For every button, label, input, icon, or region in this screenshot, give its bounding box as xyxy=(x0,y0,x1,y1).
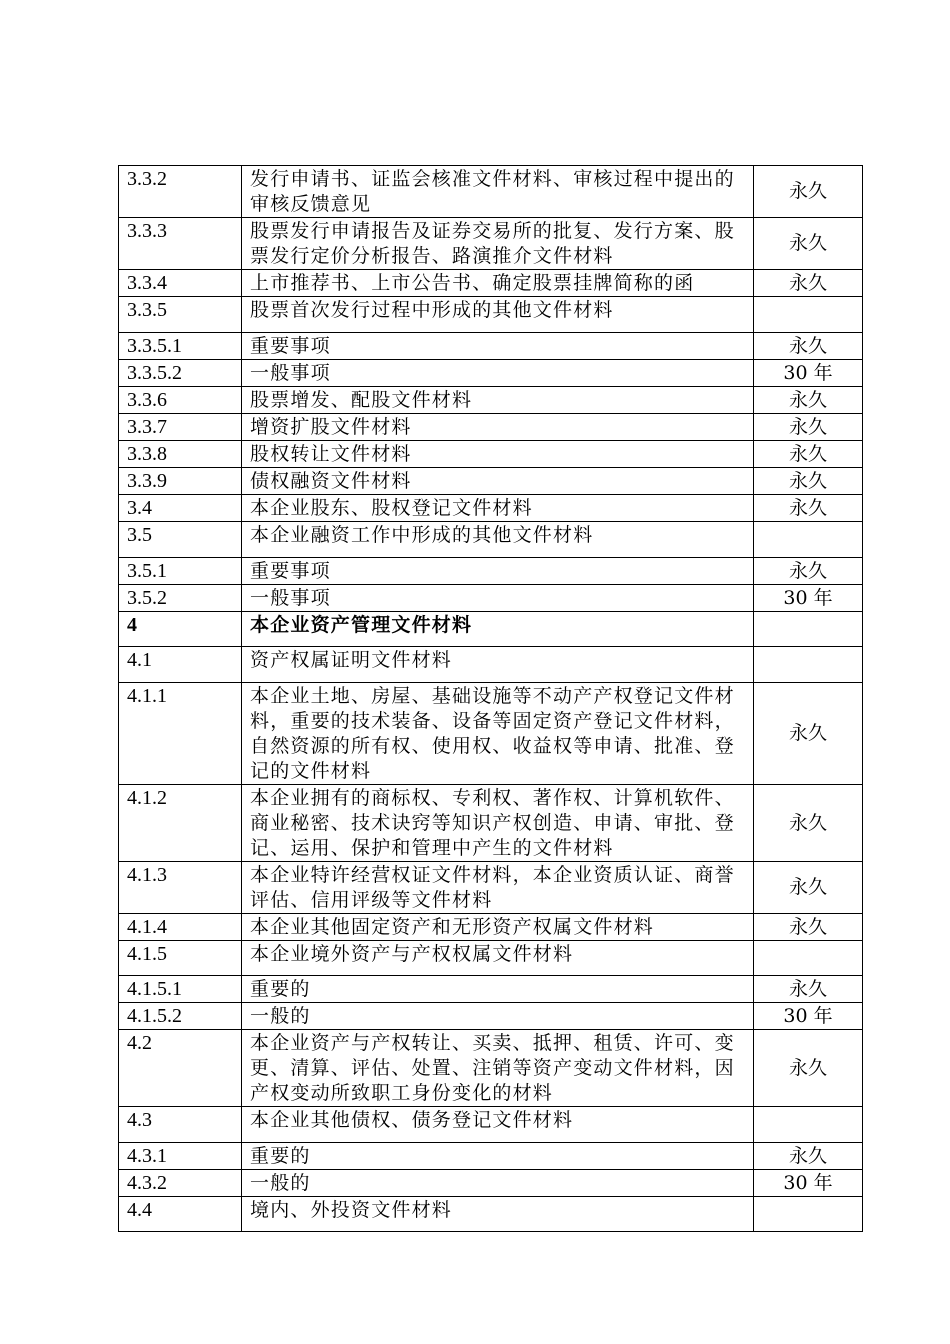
code-cell: 3.3.4 xyxy=(119,270,242,297)
description-cell: 境内、外投资文件材料 xyxy=(242,1197,754,1232)
retention-period-cell xyxy=(754,647,863,683)
retention-period-cell xyxy=(754,297,863,333)
table-row xyxy=(119,647,863,683)
retention-period-cell: 永久 xyxy=(754,218,863,270)
description-cell: 一般的 xyxy=(242,1170,754,1197)
table-row xyxy=(119,683,863,785)
table-row xyxy=(119,166,863,218)
code-cell: 4.1 xyxy=(119,647,242,683)
code-cell: 4.1.2 xyxy=(119,785,242,862)
retention-period-cell: 永久 xyxy=(754,414,863,441)
code-cell: 3.4 xyxy=(119,495,242,522)
retention-period-cell: 永久 xyxy=(754,976,863,1003)
description-cell: 本企业融资工作中形成的其他文件材料 xyxy=(242,522,754,558)
code-cell: 3.3.5 xyxy=(119,297,242,333)
code-cell: 3.5.2 xyxy=(119,585,242,612)
code-cell: 4.1.3 xyxy=(119,862,242,914)
table-row xyxy=(119,862,863,914)
table-row xyxy=(119,270,863,297)
retention-period-cell: 永久 xyxy=(754,785,863,862)
code-cell: 3.3.3 xyxy=(119,218,242,270)
code-cell: 3.3.8 xyxy=(119,441,242,468)
retention-period-cell xyxy=(754,522,863,558)
table-row xyxy=(119,785,863,862)
code-cell: 4.1.1 xyxy=(119,683,242,785)
retention-period-cell xyxy=(754,1197,863,1232)
retention-period-cell: 永久 xyxy=(754,558,863,585)
code-cell: 3.3.7 xyxy=(119,414,242,441)
retention-period-cell xyxy=(754,941,863,976)
description-cell: 本企业特许经营权证文件材料，本企业资质认证、商誉评估、信用评级等文件材料 xyxy=(242,862,754,914)
table-row xyxy=(119,495,863,522)
table-row xyxy=(119,387,863,414)
table-row xyxy=(119,468,863,495)
retention-period-cell: 永久 xyxy=(754,166,863,218)
code-cell: 3.5 xyxy=(119,522,242,558)
table-row xyxy=(119,1170,863,1197)
description-cell: 本企业资产管理文件材料 xyxy=(242,612,754,647)
description-cell: 一般事项 xyxy=(242,360,754,387)
description-cell: 债权融资文件材料 xyxy=(242,468,754,495)
description-cell: 资产权属证明文件材料 xyxy=(242,647,754,683)
description-cell: 重要事项 xyxy=(242,558,754,585)
table-row xyxy=(119,441,863,468)
description-cell: 本企业拥有的商标权、专利权、著作权、计算机软件、商业秘密、技术诀窍等知识产权创造、申请、审批、登记、运用、保护和管理中产生的文件材料 xyxy=(242,785,754,862)
description-cell: 本企业资产与产权转让、买卖、抵押、租赁、许可、变更、清算、评估、处置、注销等资产变动文件材料，因产权变动所致职工身份变化的材料 xyxy=(242,1030,754,1107)
table-row xyxy=(119,976,863,1003)
retention-period-cell xyxy=(754,612,863,647)
description-cell: 股票发行申请报告及证券交易所的批复、发行方案、股票发行定价分析报告、路演推介文件材料 xyxy=(242,218,754,270)
retention-period-cell: 永久 xyxy=(754,683,863,785)
code-cell: 4.3.1 xyxy=(119,1143,242,1170)
table-row xyxy=(119,1197,863,1232)
code-cell: 3.5.1 xyxy=(119,558,242,585)
code-cell: 4.4 xyxy=(119,1197,242,1232)
code-cell: 4.3 xyxy=(119,1107,242,1143)
description-cell: 重要的 xyxy=(242,1143,754,1170)
description-cell: 一般的 xyxy=(242,1003,754,1030)
description-cell: 本企业其他债权、债务登记文件材料 xyxy=(242,1107,754,1143)
retention-period-cell: 永久 xyxy=(754,270,863,297)
retention-period-cell: 永久 xyxy=(754,468,863,495)
retention-period-cell: 30 年 xyxy=(754,585,863,612)
code-cell: 3.3.9 xyxy=(119,468,242,495)
description-cell: 股权转让文件材料 xyxy=(242,441,754,468)
retention-period-cell: 永久 xyxy=(754,862,863,914)
table-row xyxy=(119,914,863,941)
table-row xyxy=(119,1107,863,1143)
description-cell: 本企业土地、房屋、基础设施等不动产产权登记文件材料，重要的技术装备、设备等固定资产登记文件材料，自然资源的所有权、使用权、收益权等申请、批准、登记的文件材料 xyxy=(242,683,754,785)
description-cell: 股票首次发行过程中形成的其他文件材料 xyxy=(242,297,754,333)
code-cell: 3.3.5.1 xyxy=(119,333,242,360)
table-row xyxy=(119,1003,863,1030)
retention-period-cell: 永久 xyxy=(754,441,863,468)
description-cell: 重要事项 xyxy=(242,333,754,360)
retention-schedule-table xyxy=(118,165,863,1232)
table-row xyxy=(119,218,863,270)
description-cell: 一般事项 xyxy=(242,585,754,612)
description-cell: 重要的 xyxy=(242,976,754,1003)
code-cell: 4.2 xyxy=(119,1030,242,1107)
table-body xyxy=(119,166,863,1232)
table-row xyxy=(119,941,863,976)
description-cell: 上市推荐书、上市公告书、确定股票挂牌简称的函 xyxy=(242,270,754,297)
description-cell: 增资扩股文件材料 xyxy=(242,414,754,441)
table-row xyxy=(119,360,863,387)
code-cell: 4.1.5.2 xyxy=(119,1003,242,1030)
table-row xyxy=(119,333,863,360)
code-cell: 4.1.4 xyxy=(119,914,242,941)
table-row xyxy=(119,522,863,558)
retention-period-cell: 30 年 xyxy=(754,360,863,387)
table-row xyxy=(119,297,863,333)
retention-period-cell: 永久 xyxy=(754,1030,863,1107)
table-row xyxy=(119,585,863,612)
retention-period-cell: 永久 xyxy=(754,495,863,522)
retention-period-cell: 永久 xyxy=(754,1143,863,1170)
description-cell: 发行申请书、证监会核准文件材料、审核过程中提出的审核反馈意见 xyxy=(242,166,754,218)
retention-period-cell: 永久 xyxy=(754,333,863,360)
code-cell: 4.1.5.1 xyxy=(119,976,242,1003)
table-row xyxy=(119,1030,863,1107)
description-cell: 本企业其他固定资产和无形资产权属文件材料 xyxy=(242,914,754,941)
code-cell: 3.3.5.2 xyxy=(119,360,242,387)
code-cell: 4.1.5 xyxy=(119,941,242,976)
code-cell: 4 xyxy=(119,612,242,647)
table-row xyxy=(119,558,863,585)
description-cell: 本企业境外资产与产权权属文件材料 xyxy=(242,941,754,976)
retention-period-cell: 永久 xyxy=(754,914,863,941)
retention-period-cell: 30 年 xyxy=(754,1170,863,1197)
retention-period-cell: 永久 xyxy=(754,387,863,414)
description-cell: 股票增发、配股文件材料 xyxy=(242,387,754,414)
retention-period-cell: 30 年 xyxy=(754,1003,863,1030)
code-cell: 4.3.2 xyxy=(119,1170,242,1197)
retention-period-cell xyxy=(754,1107,863,1143)
description-cell: 本企业股东、股权登记文件材料 xyxy=(242,495,754,522)
table-row xyxy=(119,1143,863,1170)
table-row xyxy=(119,612,863,647)
table-row xyxy=(119,414,863,441)
code-cell: 3.3.2 xyxy=(119,166,242,218)
code-cell: 3.3.6 xyxy=(119,387,242,414)
